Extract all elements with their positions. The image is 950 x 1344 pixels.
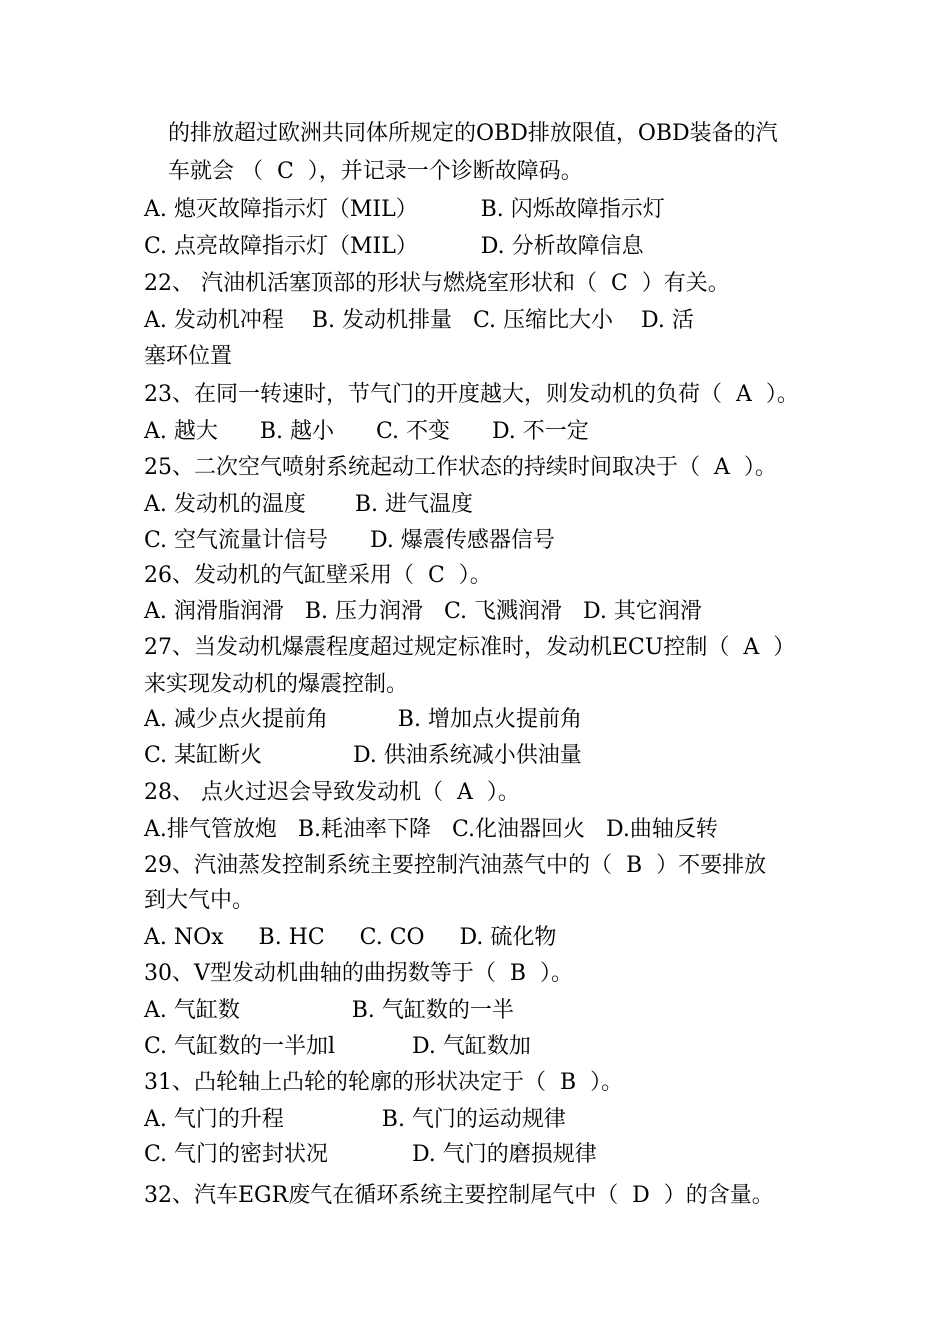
- option-line: A. 润滑脂润滑 B. 压力润滑 C. 飞溅润滑 D. 其它润滑: [144, 599, 702, 624]
- question-22: 22、 汽油机活塞顶部的形状与燃烧室形状和（ C ）有关。: [144, 271, 730, 296]
- option-line-cont: 塞环位置: [144, 344, 233, 369]
- option-line: C. 某缸断火 D. 供油系统减小供油量: [144, 743, 582, 768]
- option-line: C. 空气流量计信号 D. 爆震传感器信号: [144, 528, 555, 553]
- question-30: 30、V型发动机曲轴的曲拐数等于（ B ）。: [144, 961, 574, 986]
- option-line: A. 气门的升程 B. 气门的运动规律: [144, 1107, 566, 1132]
- option-line: A. 减少点火提前角 B. 增加点火提前角: [144, 707, 582, 732]
- option-line: C. 点亮故障指示灯（MIL） D. 分析故障信息: [144, 234, 644, 259]
- question-29: 29、汽油蒸发控制系统主要控制汽油蒸气中的（ B ）不要排放: [144, 853, 767, 878]
- option-line: C. 气缸数的一半加l D. 气缸数加: [144, 1034, 531, 1059]
- text-line: 的排放超过欧洲共同体所规定的OBD排放限值，OBD装备的汽: [168, 121, 778, 146]
- option-line: A.排气管放炮 B.耗油率下降 C.化油器回火 D.曲轴反转: [144, 817, 718, 842]
- question-32: 32、汽车EGR废气在循环系统主要控制尾气中（ D ）的含量。: [144, 1183, 774, 1208]
- option-line: A. 气缸数 B. 气缸数的一半: [144, 998, 514, 1023]
- option-line: A. 发动机的温度 B. 进气温度: [144, 492, 473, 517]
- question-29-cont: 到大气中。: [144, 888, 255, 913]
- option-line: A. 发动机冲程 B. 发动机排量 C. 压缩比大小 D. 活: [144, 308, 694, 333]
- option-line: C. 气门的密封状况 D. 气门的磨损规律: [144, 1142, 597, 1167]
- question-23: 23、在同一转速时，节气门的开度越大，则发动机的负荷（ A ）。: [144, 382, 799, 407]
- question-25: 25、二次空气喷射系统起动工作状态的持续时间取决于（ A ）。: [144, 455, 777, 480]
- question-31: 31、凸轮轴上凸轮的轮廓的形状决定于（ B ）。: [144, 1070, 624, 1095]
- question-26: 26、发动机的气缸壁采用（ C ）。: [144, 563, 492, 588]
- question-27-cont: 来实现发动机的爆震控制。: [144, 672, 409, 697]
- question-28: 28、 点火过迟会导致发动机（ A ）。: [144, 780, 520, 805]
- option-line: A. NOx B. HC C. CO D. 硫化物: [144, 925, 557, 950]
- option-line: A. 越大 B. 越小 C. 不变 D. 不一定: [144, 419, 589, 444]
- option-line: A. 熄灭故障指示灯（MIL） B. 闪烁故障指示灯: [144, 197, 665, 222]
- question-27: 27、当发动机爆震程度超过规定标准时，发动机ECU控制（ A ）: [144, 635, 796, 660]
- text-line: 车就会 （ C ），并记录一个诊断故障码。: [168, 159, 583, 184]
